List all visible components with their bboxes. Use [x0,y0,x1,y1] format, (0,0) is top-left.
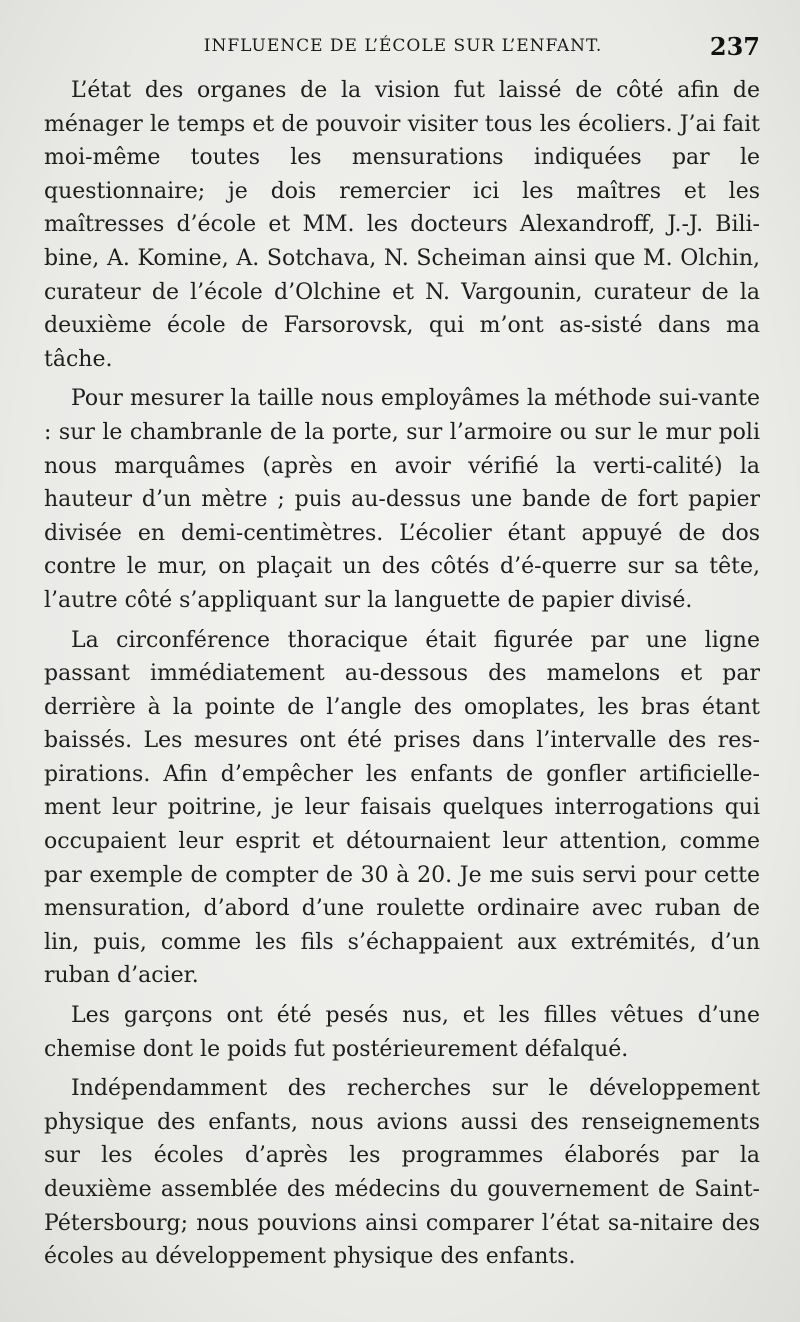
running-title: INFLUENCE DE L’ÉCOLE SUR L’ENFANT. [203,36,603,56]
body-text [44,74,760,1280]
paragraph-chest-circumference: La circonférence thoracique était figurée par une ligne passant immédiatement au-dessous des mamelons et par derrière à la pointe de l’angle des omoplates, les bras étant baissés. Les mesures ont été prises dans l’intervalle des res-pirations. Afin d’empêcher les enfants de gonfler artificielle-ment leur poitrine, je leur faisais quelques interrogations qui occupaient leur esprit et détournaient leur attention, comme par exemple de compter de 30 à 20. Je me suis servi pour cette mensuration, d’abord d’une roulette ordinaire avec ruban de lin, puis, comme les fils s’échappaient aux extrémités, d’un ruban d’acier. [44,627,760,989]
paragraph-vision: L’état des organes de la vision fut laissé de côté afin de ménager le temps et de pouvoir visiter tous les écoliers. J’ai fait moi-même toutes les mensurations indiquées par le questionnaire; je dois remercier ici les maîtres et les maîtresses d’école et MM. les docteurs Alexandroff, J.-J. Bili-bine, A. Komine, A. Sotchava, N. Scheiman ainsi que M. Olchin, curateur de l’école d’Olchine et N. Vargounin, curateur de la deuxième école de Farsorovsk, qui m’ont as-sisté dans ma tâche. [44,78,760,372]
running-head [46,32,760,64]
paragraph-height-measurement: Pour mesurer la taille nous employâmes la méthode sui-vante : sur le chambranle de la porte, sur l’armoire ou sur le mur poli nous marquâmes (après en avoir vérifié la verti-calité) la hauteur d’un mètre ; puis au-dessus une bande de fort papier divisée en demi-centimètres. L’écolier étant appuyé de dos contre le mur, on plaçait un des côtés d’é-querre sur sa tête, l’autre côté s’appliquant sur la languette de papier divisé. [44,386,760,613]
paragraph-weighing: Les garçons ont été pesés nus, et les filles vêtues d’une chemise dont le poids fut postérieurement défalqué. [44,1003,760,1062]
page-number: 237 [709,32,760,61]
paragraph-school-information: Indépendamment des recherches sur le développement physique des enfants, nous avions aussi des renseignements sur les écoles d’après les programmes élaborés par la deuxième assemblée des médecins du gouvernement de Saint-Pétersbourg; nous pouvions ainsi comparer l’état sa-nitaire des écoles au développement physique des enfants. [44,1076,760,1270]
